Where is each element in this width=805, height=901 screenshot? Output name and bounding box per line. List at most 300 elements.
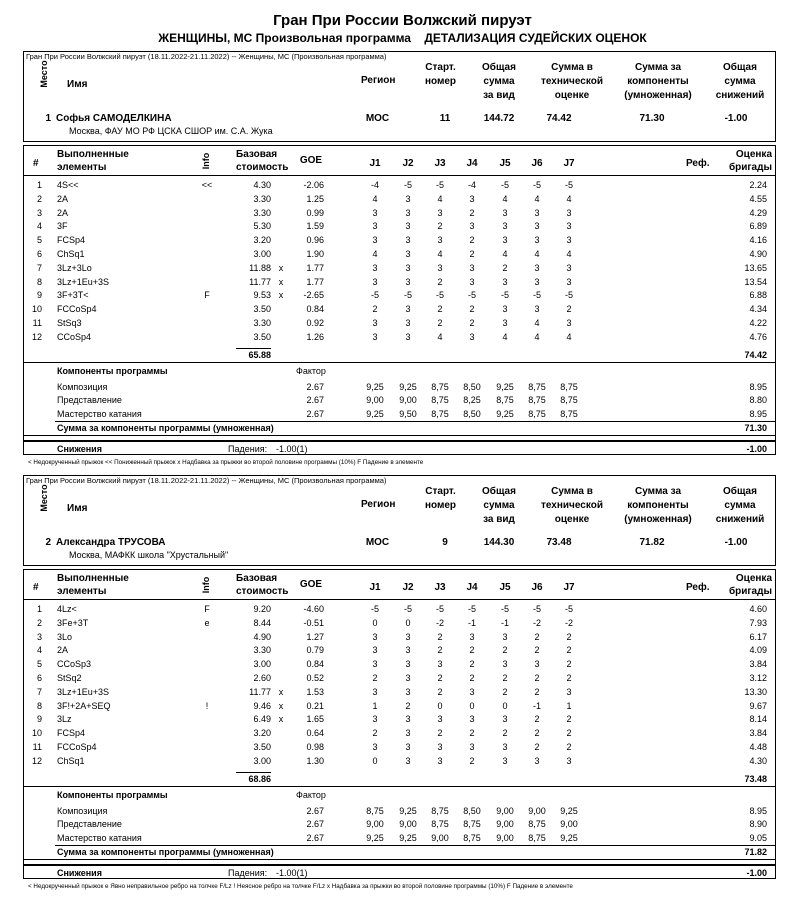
element-judge-6: 3: [534, 262, 540, 273]
element-judge-5: 3: [502, 714, 508, 725]
element-judge-7: 3: [566, 207, 572, 218]
skater-1-ref-label: Реф.: [686, 158, 710, 169]
component-judge-6: 9,00: [528, 805, 546, 816]
element-judge-1: 2: [372, 304, 378, 315]
element-row: [0, 687, 805, 700]
element-judge-4: 2: [469, 659, 475, 670]
skater-2-falls-label: Падения:: [228, 868, 268, 879]
element-score: 4.76: [749, 331, 767, 342]
component-score: 8.95: [749, 381, 767, 392]
element-code: ChSq1: [57, 755, 85, 766]
element-score: 4.22: [749, 318, 767, 328]
element-judge-6: 2: [534, 686, 540, 697]
component-factor: 2.67: [306, 408, 324, 419]
element-row: [0, 290, 805, 303]
element-number: 9: [36, 714, 42, 725]
element-judge-7: -5: [564, 290, 573, 301]
element-judge-6: 2: [534, 645, 540, 656]
element-number: 8: [36, 700, 42, 711]
element-row: [0, 728, 805, 741]
skater-1-pcs-label-3: (умноженная): [624, 90, 692, 101]
element-number: 5: [36, 235, 42, 246]
element-judge-2: 3: [405, 304, 411, 315]
element-judge-3: 3: [437, 755, 443, 766]
element-goe: -2.06: [303, 180, 324, 190]
element-judge-7: 2: [566, 304, 572, 315]
component-judge-7: 9,25: [560, 832, 578, 843]
component-judge-5: 9,00: [496, 832, 514, 843]
component-name: Мастерство катания: [57, 408, 142, 419]
element-score: 4.55: [749, 193, 767, 204]
element-base-value: 9.20: [253, 604, 271, 614]
element-judge-1: 3: [372, 631, 378, 642]
component-judge-5: 8,75: [496, 395, 514, 406]
element-judge-2: 3: [405, 235, 411, 246]
element-judge-3: 2: [437, 631, 443, 642]
element-judge-5: -5: [500, 180, 509, 190]
skater-2-judge-label-6: J6: [531, 582, 543, 593]
element-code: CCoSp3: [57, 659, 92, 670]
skater-1-tes-total: 74.42: [744, 349, 767, 360]
component-judge-1: 9,25: [366, 408, 384, 419]
element-info: !: [205, 700, 209, 711]
component-judge-7: 8,75: [560, 395, 578, 406]
skater-1-falls-value: -1.00(1): [276, 444, 308, 455]
component-judge-3: 8,75: [431, 395, 449, 406]
element-judge-5: 0: [502, 700, 508, 711]
element-base-value: 9.53: [253, 290, 271, 301]
element-bonus-mark: x: [278, 714, 284, 725]
element-row: [0, 659, 805, 672]
element-judge-7: 4: [566, 331, 572, 342]
component-judge-1: 9,25: [366, 381, 384, 392]
element-row: [0, 318, 805, 331]
element-goe: 1.77: [306, 276, 324, 287]
element-goe: 0.64: [306, 728, 324, 739]
skater-1-ded-label-1: Общая: [723, 62, 757, 73]
skater-1-pcs: 71.30: [639, 113, 665, 124]
element-number: 10: [31, 728, 42, 739]
skater-1-goe-label: GOE: [299, 155, 323, 166]
element-score: 6.89: [749, 221, 767, 232]
element-code: 3Lz+1Eu+3S: [57, 276, 110, 287]
skater-2-score-label-1: Оценка: [735, 573, 772, 584]
element-judge-4: 3: [469, 631, 475, 642]
element-judge-5: 3: [502, 276, 508, 287]
element-judge-4: 0: [469, 700, 475, 711]
component-judge-5: 9,00: [496, 819, 514, 830]
element-number: 2: [36, 193, 42, 204]
component-name: Представление: [57, 819, 122, 830]
element-judge-3: 4: [437, 331, 443, 342]
element-judge-7: 3: [566, 686, 572, 697]
skater-2-score-label-2: бригады: [728, 586, 772, 597]
element-judge-6: -1: [532, 700, 541, 711]
element-code: StSq2: [57, 673, 82, 683]
element-judge-1: 3: [372, 659, 378, 670]
component-judge-6: 8,75: [528, 832, 546, 843]
element-judge-4: 2: [469, 673, 475, 683]
element-info: F: [204, 604, 210, 614]
skater-1-legend: < Недокрученный прыжок << Пониженный прыжок x Надбавка за прыжки во второй половине программы (10%) F Падение в элементе: [28, 459, 424, 467]
skater-2-pcs-total: 71.82: [744, 847, 767, 858]
element-judge-6: -5: [532, 604, 541, 614]
element-row: [0, 304, 805, 317]
element-goe: 0.98: [306, 742, 324, 752]
skater-2-components-rule: [23, 786, 776, 787]
element-number: 3: [36, 207, 42, 218]
element-row: [0, 632, 805, 645]
element-bonus-mark: x: [278, 686, 284, 697]
element-judge-2: 3: [405, 742, 411, 752]
skater-1-falls-label: Падения:: [228, 444, 268, 455]
element-score: 2.24: [749, 180, 767, 190]
element-judge-5: 2: [502, 686, 508, 697]
component-judge-7: 9,25: [560, 805, 578, 816]
skater-2-pcs-label-2: компоненты: [627, 500, 689, 511]
element-judge-4: -4: [467, 180, 476, 190]
element-score: 4.34: [749, 304, 767, 315]
skater-1-bv-label-1: Базовая: [236, 149, 278, 160]
element-judge-4: 2: [469, 318, 475, 328]
element-judge-4: 2: [469, 207, 475, 218]
skater-1-start-label-1: Старт.: [425, 62, 456, 73]
element-judge-2: -5: [403, 180, 412, 190]
element-score: 3.84: [749, 659, 767, 670]
element-judge-6: -2: [532, 617, 541, 628]
component-judge-6: 8,75: [528, 381, 546, 392]
element-judge-4: 3: [469, 686, 475, 697]
element-bonus-mark: x: [278, 290, 284, 301]
element-goe: 1.53: [306, 686, 324, 697]
element-judge-5: 3: [502, 659, 508, 670]
element-base-value: 3.00: [253, 755, 271, 766]
skater-2-ded: -1.00: [724, 537, 748, 548]
skater-1-pcs-total-label: Сумма за компоненты программы (умноженная): [57, 423, 274, 434]
element-score: 4.30: [749, 755, 767, 766]
component-judge-6: 8,75: [528, 395, 546, 406]
component-name: Мастерство катания: [57, 832, 142, 843]
skater-2-judge-label-7: J7: [563, 582, 575, 593]
skater-1-pcs-rule: [55, 421, 776, 422]
element-base-value: 3.30: [253, 207, 271, 218]
element-judge-2: 3: [405, 318, 411, 328]
component-row: [0, 819, 805, 832]
element-score: 7.93: [749, 617, 767, 628]
element-judge-1: 4: [372, 193, 378, 204]
element-judge-2: 3: [405, 659, 411, 670]
page-subtitle: ЖЕНЩИНЫ, МС Произвольная программа ДЕТАЛИЗАЦИЯ СУДЕЙСКИХ ОЦЕНОК: [158, 31, 647, 45]
element-judge-1: 1: [372, 700, 378, 711]
skater-2-num-label: #: [33, 582, 39, 593]
element-goe: 0.96: [306, 235, 324, 246]
skater-1-score-label-1: Оценка: [735, 149, 772, 160]
skater-2-start-label-1: Старт.: [425, 486, 456, 497]
element-judge-6: 3: [534, 659, 540, 670]
component-row: [0, 806, 805, 819]
skater-1-bv-label-2: стоимость: [236, 162, 289, 173]
element-judge-6: 4: [534, 318, 540, 328]
skater-2-judge-label-3: J3: [434, 582, 446, 593]
element-score: 13.65: [744, 262, 767, 273]
element-judge-4: 2: [469, 249, 475, 259]
element-judge-5: 3: [502, 221, 508, 232]
element-judge-6: 2: [534, 673, 540, 683]
element-judge-6: 2: [534, 742, 540, 752]
element-judge-2: 3: [405, 193, 411, 204]
element-code: 4S<<: [57, 180, 79, 190]
skater-2-tss-label-1: Общая: [482, 486, 516, 497]
element-info: e: [204, 617, 210, 628]
element-judge-3: -5: [435, 180, 444, 190]
element-goe: -0.51: [303, 617, 324, 628]
skater-2-ded-label-2: сумма: [724, 500, 756, 511]
element-base-value: 4.90: [253, 631, 271, 642]
component-score: 8.95: [749, 805, 767, 816]
skater-2-pcs-label-3: (умноженная): [624, 514, 692, 525]
element-row: [0, 208, 805, 221]
skater-2-judge-label-5: J5: [499, 582, 511, 593]
skater-1-tss-label-3: за вид: [483, 90, 515, 101]
element-judge-1: 3: [372, 318, 378, 328]
element-score: 3.84: [749, 728, 767, 739]
component-score: 8.80: [749, 395, 767, 406]
element-base-value: 3.50: [253, 331, 271, 342]
element-judge-4: 2: [469, 235, 475, 246]
element-row: [0, 714, 805, 727]
element-judge-1: 3: [372, 207, 378, 218]
component-factor: 2.67: [306, 395, 324, 406]
element-code: ChSq1: [57, 249, 85, 259]
element-judge-4: 2: [469, 645, 475, 656]
component-judge-3: 8,75: [431, 408, 449, 419]
element-judge-6: 3: [534, 221, 540, 232]
component-judge-2: 9,25: [399, 381, 417, 392]
element-judge-6: 2: [534, 714, 540, 725]
skater-1-club: Москва, ФАУ МО РФ ЦСКА СШОР им. С.А. Жука: [69, 126, 273, 136]
skater-1-tss-label-2: сумма: [483, 76, 515, 87]
element-code: FCSp4: [57, 728, 86, 739]
element-base-value: 3.50: [253, 742, 271, 752]
element-number: 1: [36, 604, 42, 614]
element-judge-2: 3: [405, 728, 411, 739]
element-judge-4: 3: [469, 742, 475, 752]
element-judge-2: -5: [403, 290, 412, 301]
element-judge-5: 3: [502, 755, 508, 766]
element-judge-2: 3: [405, 645, 411, 656]
element-score: 4.29: [749, 207, 767, 218]
element-goe: 0.84: [306, 304, 324, 315]
element-number: 3: [36, 631, 42, 642]
element-base-value: 3.20: [253, 235, 271, 246]
element-number: 6: [36, 249, 42, 259]
element-base-value: 3.00: [253, 659, 271, 670]
element-judge-2: -5: [403, 604, 412, 614]
skater-2-judge-label-1: J1: [369, 582, 381, 593]
element-judge-4: 2: [469, 728, 475, 739]
element-judge-4: 3: [469, 276, 475, 287]
element-judge-2: 3: [405, 249, 411, 259]
element-judge-1: 3: [372, 262, 378, 273]
element-judge-3: 2: [437, 304, 443, 315]
element-number: 7: [36, 262, 42, 273]
element-judge-3: 2: [437, 221, 443, 232]
element-judge-7: -5: [564, 604, 573, 614]
component-judge-5: 9,00: [496, 805, 514, 816]
skater-2-tss: 144.30: [483, 537, 515, 548]
element-judge-7: -2: [564, 617, 573, 628]
element-goe: 0.52: [306, 673, 324, 683]
element-number: 9: [36, 290, 42, 301]
element-row: [0, 742, 805, 755]
component-score: 8.95: [749, 408, 767, 419]
element-number: 4: [36, 221, 42, 232]
skater-1-pcs-bottom-rule: [23, 435, 776, 436]
skater-2-skater-name: Александра ТРУСОВА: [56, 537, 166, 548]
skater-1-event-line: Гран При России Волжский пируэт (18.11.2022-21.11.2022) -- Женщины, МС (Произвольная программа): [26, 52, 387, 61]
element-judge-3: -5: [435, 604, 444, 614]
element-goe: 0.84: [306, 659, 324, 670]
skater-2-region: МОС: [365, 537, 390, 548]
element-goe: 1.26: [306, 331, 324, 342]
component-row: [0, 395, 805, 408]
component-judge-7: 8,75: [560, 408, 578, 419]
element-judge-1: 3: [372, 331, 378, 342]
skater-2-falls-value: -1.00(1): [276, 868, 308, 879]
skater-1-ded-label-3: снижений: [715, 90, 765, 101]
component-judge-4: 8,75: [463, 832, 481, 843]
element-judge-2: 3: [405, 276, 411, 287]
skater-2-elem-label-1: Выполненные: [57, 573, 129, 584]
element-base-value: 9.46: [253, 700, 271, 711]
element-base-value: 8.44: [253, 617, 271, 628]
element-score: 9.67: [749, 700, 767, 711]
element-score: 6.17: [749, 631, 767, 642]
skater-1-score-label-2: бригады: [728, 162, 772, 173]
skater-2-pcs-label-1: Сумма за: [634, 486, 682, 497]
element-judge-2: 2: [405, 700, 411, 711]
element-judge-4: -5: [467, 604, 476, 614]
element-judge-5: 4: [502, 331, 508, 342]
component-name: Композиция: [57, 805, 108, 816]
element-judge-4: 2: [469, 304, 475, 315]
skater-1-bv-rule: [236, 348, 271, 349]
element-judge-1: 3: [372, 221, 378, 232]
element-score: 4.16: [749, 235, 767, 246]
component-factor: 2.67: [306, 832, 324, 843]
element-row: [0, 618, 805, 631]
skater-2-bv-label-1: Базовая: [236, 573, 278, 584]
element-judge-5: -1: [500, 617, 509, 628]
element-judge-6: -5: [532, 290, 541, 301]
element-score: 4.90: [749, 249, 767, 259]
element-base-value: 2.60: [253, 673, 271, 683]
component-judge-5: 9,25: [496, 381, 514, 392]
skater-1-judge-label-6: J6: [531, 158, 543, 169]
skater-1-pcs-label-1: Сумма за: [634, 62, 682, 73]
element-row: [0, 604, 805, 617]
element-judge-1: 3: [372, 276, 378, 287]
skater-1-elem-label-1: Выполненные: [57, 149, 129, 160]
skater-1-info-label: Info: [201, 152, 211, 170]
element-judge-7: 2: [566, 631, 572, 642]
skater-2-place-label: Место: [39, 484, 49, 512]
component-judge-3: 9,00: [431, 832, 449, 843]
element-judge-7: 3: [566, 755, 572, 766]
component-judge-2: 9,00: [399, 395, 417, 406]
element-judge-3: -2: [435, 617, 444, 628]
skater-1-tss-label-1: Общая: [482, 62, 516, 73]
element-base-value: 3.00: [253, 249, 271, 259]
element-judge-6: 3: [534, 276, 540, 287]
element-judge-2: 0: [405, 617, 411, 628]
element-judge-3: 2: [437, 728, 443, 739]
element-judge-3: 0: [437, 700, 443, 711]
skater-1-tes-label-1: Сумма в: [551, 62, 593, 73]
element-judge-2: 3: [405, 331, 411, 342]
element-base-value: 3.50: [253, 304, 271, 315]
element-judge-2: 3: [405, 631, 411, 642]
element-judge-4: -5: [467, 290, 476, 301]
skater-2-pcs: 71.82: [639, 537, 665, 548]
element-judge-3: 4: [437, 193, 443, 204]
element-bonus-mark: x: [278, 700, 284, 711]
skater-2-start-number: 9: [442, 537, 448, 548]
element-code: 3Lz+3Lo: [57, 262, 92, 273]
element-judge-5: -5: [500, 290, 509, 301]
element-info: <<: [201, 180, 213, 190]
element-judge-5: 4: [502, 193, 508, 204]
component-score: 8.90: [749, 819, 767, 830]
skater-2-ded-label-3: снижений: [715, 514, 765, 525]
element-bonus-mark: x: [278, 276, 284, 287]
element-judge-6: 4: [534, 193, 540, 204]
skater-1-ded: -1.00: [724, 113, 748, 124]
skater-1-region: МОС: [365, 113, 390, 124]
component-judge-5: 9,25: [496, 408, 514, 419]
element-judge-6: -5: [532, 180, 541, 190]
element-judge-3: 2: [437, 686, 443, 697]
skater-2-club: Москва, МАФКК школа "Хрустальный": [69, 550, 229, 560]
component-judge-1: 9,25: [366, 832, 384, 843]
element-number: 1: [36, 180, 42, 190]
skater-2-ded-total: -1.00: [746, 868, 767, 879]
element-judge-1: -5: [370, 604, 379, 614]
element-judge-4: 2: [469, 755, 475, 766]
element-judge-7: 4: [566, 249, 572, 259]
component-name: Представление: [57, 395, 122, 406]
element-judge-3: 3: [437, 742, 443, 752]
element-judge-6: 3: [534, 755, 540, 766]
element-judge-1: 3: [372, 686, 378, 697]
component-judge-4: 8,50: [463, 381, 481, 392]
element-base-value: 6.49: [253, 714, 271, 725]
element-score: 4.60: [749, 604, 767, 614]
element-goe: 0.21: [306, 700, 324, 711]
component-judge-2: 9,00: [399, 819, 417, 830]
element-code: 2A: [57, 193, 69, 204]
skater-1-components-label: Компоненты программы: [57, 365, 168, 376]
element-score: 8.14: [749, 714, 767, 725]
element-number: 11: [32, 742, 42, 752]
element-row: [0, 235, 805, 248]
element-code: 3Fe+3T: [57, 617, 89, 628]
element-judge-5: 3: [502, 318, 508, 328]
element-code: 4Lz<: [57, 604, 77, 614]
skater-2-bv-label-2: стоимость: [236, 586, 289, 597]
element-row: [0, 701, 805, 714]
element-code: 3Lz+1Eu+3S: [57, 686, 110, 697]
